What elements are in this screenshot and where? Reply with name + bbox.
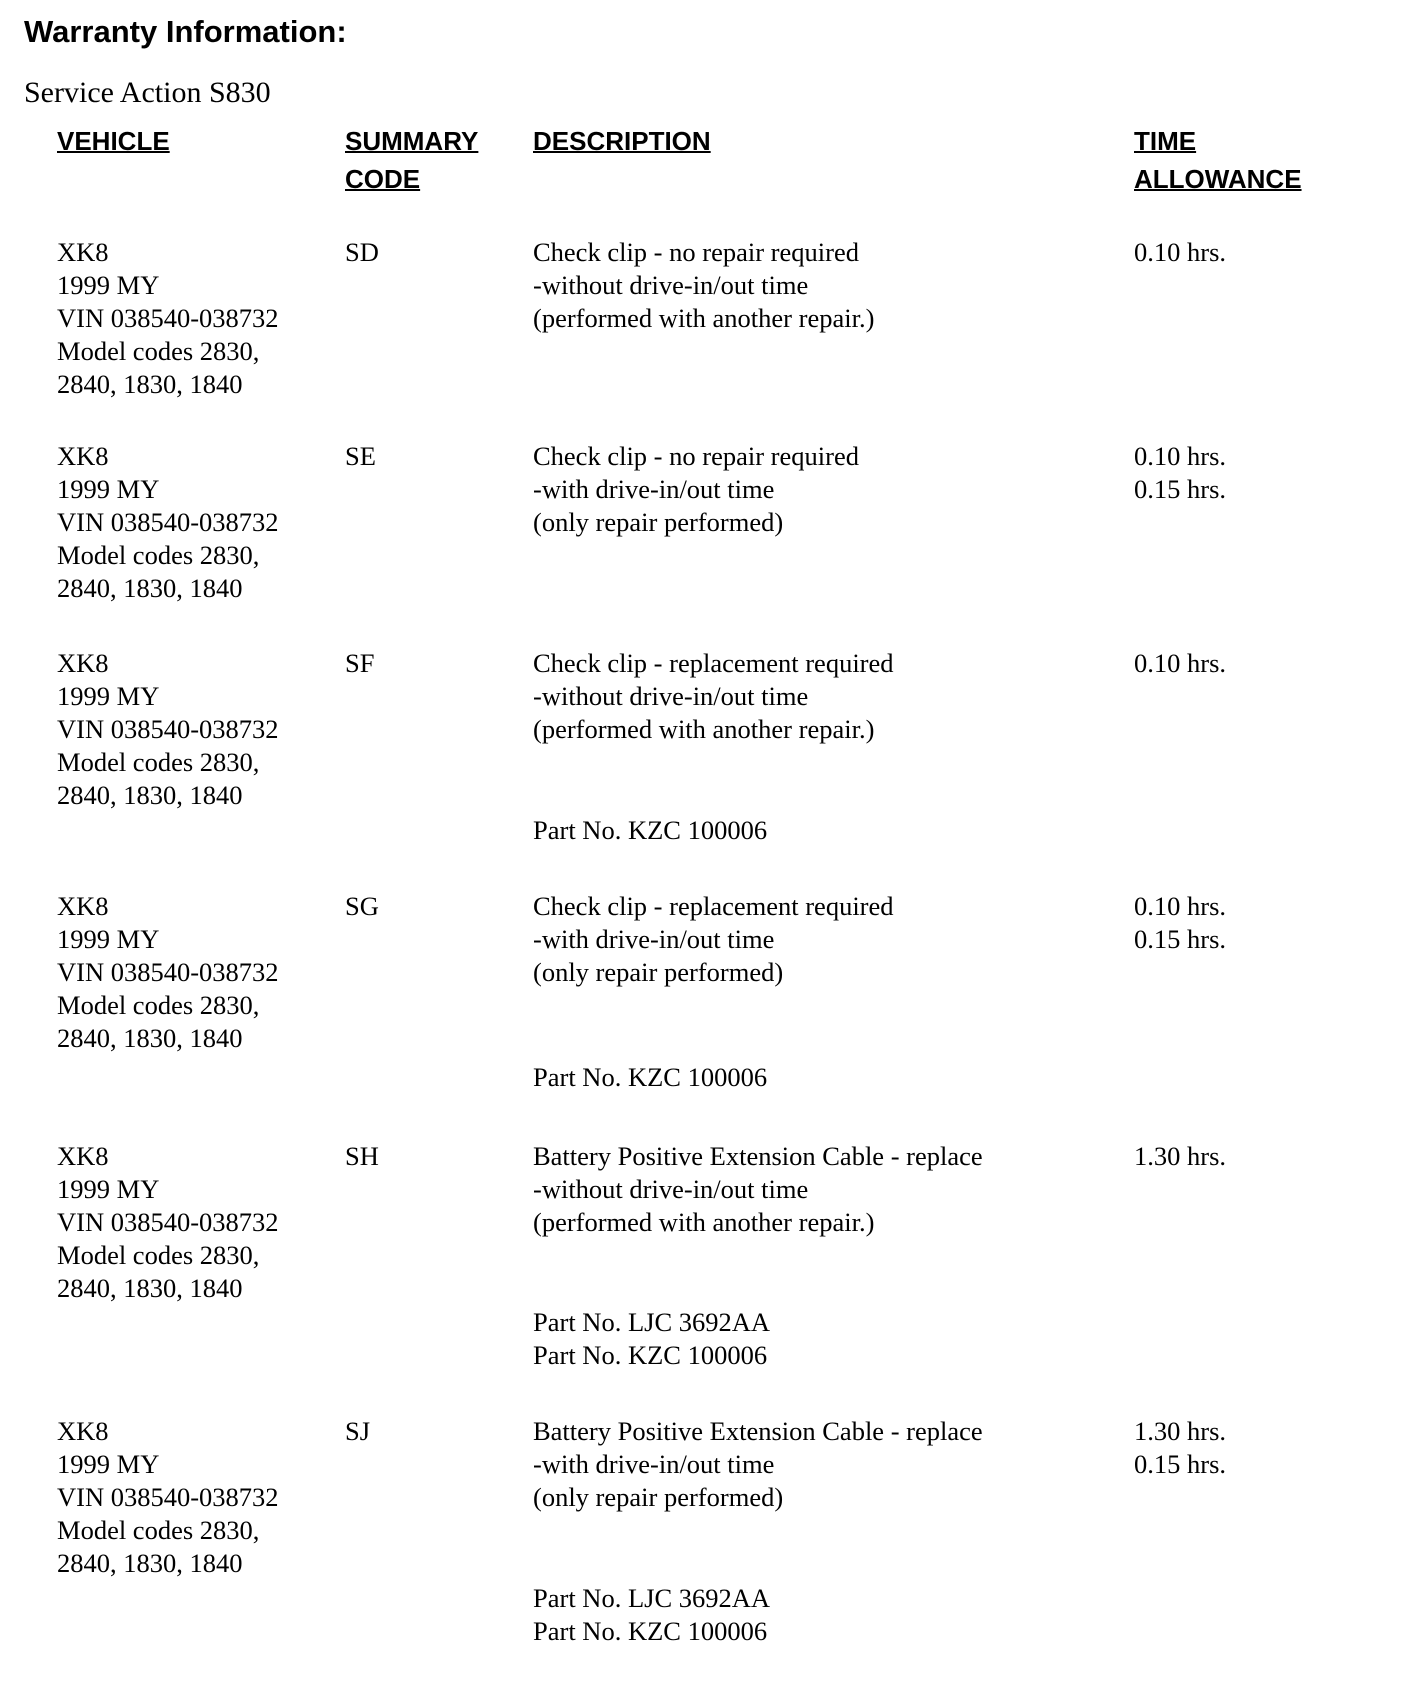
vehicle-model-codes-cont: 2840, 1830, 1840 bbox=[57, 1023, 243, 1053]
vehicle-model-codes-cont: 2840, 1830, 1840 bbox=[57, 369, 243, 399]
summary-code: SD bbox=[345, 237, 379, 267]
part-number: Part No. LJC 3692AA bbox=[533, 1583, 771, 1613]
table-row bbox=[0, 236, 1408, 416]
part-number: Part No. KZC 100006 bbox=[533, 1616, 768, 1646]
vehicle-vin-range: VIN 038540-038732 bbox=[57, 1482, 279, 1512]
column-header-summary-code bbox=[345, 122, 478, 198]
vehicle-vin-range: VIN 038540-038732 bbox=[57, 303, 279, 333]
description-line: (performed with another repair.) bbox=[533, 1207, 875, 1237]
time-allowance-value: 0.10 hrs. bbox=[1134, 891, 1227, 921]
column-header-description: DESCRIPTION bbox=[533, 126, 711, 156]
vehicle-cell bbox=[57, 236, 279, 401]
column-header-summary-code-line1: SUMMARY bbox=[345, 126, 479, 156]
description-cell bbox=[533, 440, 859, 539]
description-line: -without drive-in/out time bbox=[533, 270, 809, 300]
part-numbers bbox=[533, 1061, 767, 1094]
vehicle-cell bbox=[57, 890, 279, 1055]
time-allowance-value: 1.30 hrs. bbox=[1134, 1416, 1227, 1446]
service-action-label: Service Action S830 bbox=[24, 76, 271, 109]
summary-code: SH bbox=[345, 1141, 379, 1171]
vehicle-model: XK8 bbox=[57, 1416, 109, 1446]
time-allowance-cell bbox=[1134, 440, 1226, 506]
description-cell bbox=[533, 647, 894, 746]
time-allowance-cell bbox=[1134, 647, 1226, 680]
vehicle-year: 1999 MY bbox=[57, 681, 160, 711]
vehicle-model: XK8 bbox=[57, 891, 109, 921]
part-numbers bbox=[533, 1306, 770, 1372]
description-line: -without drive-in/out time bbox=[533, 681, 809, 711]
time-allowance-value: 0.15 hrs. bbox=[1134, 924, 1227, 954]
summary-code: SF bbox=[345, 648, 375, 678]
description-line: -with drive-in/out time bbox=[533, 474, 775, 504]
column-header-summary-code-line2: CODE bbox=[345, 164, 421, 194]
time-allowance-value: 0.10 hrs. bbox=[1134, 648, 1227, 678]
vehicle-model-codes-cont: 2840, 1830, 1840 bbox=[57, 780, 243, 810]
time-allowance-cell bbox=[1134, 1415, 1226, 1481]
description-line: (performed with another repair.) bbox=[533, 303, 875, 333]
part-numbers bbox=[533, 1582, 770, 1648]
vehicle-year: 1999 MY bbox=[57, 1449, 160, 1479]
summary-code: SG bbox=[345, 891, 379, 921]
description-line: -with drive-in/out time bbox=[533, 924, 775, 954]
vehicle-year: 1999 MY bbox=[57, 1174, 160, 1204]
description-line: Check clip - no repair required bbox=[533, 237, 859, 267]
vehicle-cell bbox=[57, 1415, 279, 1580]
vehicle-cell bbox=[57, 1140, 279, 1305]
vehicle-year: 1999 MY bbox=[57, 270, 160, 300]
description-line: (only repair performed) bbox=[533, 1482, 784, 1512]
column-header-time-allowance bbox=[1134, 122, 1302, 198]
column-header-time-line2: ALLOWANCE bbox=[1134, 164, 1302, 194]
table-row bbox=[0, 647, 1408, 827]
vehicle-model-codes-cont: 2840, 1830, 1840 bbox=[57, 1548, 243, 1578]
vehicle-model-codes: Model codes 2830, bbox=[57, 540, 260, 570]
table-row bbox=[0, 890, 1408, 1070]
description-line: (performed with another repair.) bbox=[533, 714, 875, 744]
description-cell bbox=[533, 1415, 983, 1514]
part-number: Part No. LJC 3692AA bbox=[533, 1307, 771, 1337]
vehicle-model-codes-cont: 2840, 1830, 1840 bbox=[57, 573, 243, 603]
part-number: Part No. KZC 100006 bbox=[533, 1062, 768, 1092]
vehicle-model-codes-cont: 2840, 1830, 1840 bbox=[57, 1273, 243, 1303]
time-allowance-value: 1.30 hrs. bbox=[1134, 1141, 1227, 1171]
description-line: Check clip - replacement required bbox=[533, 648, 894, 678]
vehicle-vin-range: VIN 038540-038732 bbox=[57, 507, 279, 537]
part-number: Part No. KZC 100006 bbox=[533, 815, 768, 845]
vehicle-model-codes: Model codes 2830, bbox=[57, 990, 260, 1020]
table-row bbox=[0, 1415, 1408, 1595]
column-header-vehicle: VEHICLE bbox=[57, 126, 170, 156]
vehicle-model-codes: Model codes 2830, bbox=[57, 1240, 260, 1270]
vehicle-vin-range: VIN 038540-038732 bbox=[57, 714, 279, 744]
description-cell bbox=[533, 236, 874, 335]
vehicle-cell bbox=[57, 647, 279, 812]
description-line: (only repair performed) bbox=[533, 957, 784, 987]
description-line: (only repair performed) bbox=[533, 507, 784, 537]
time-allowance-value: 0.15 hrs. bbox=[1134, 1449, 1227, 1479]
table-row bbox=[0, 1140, 1408, 1320]
table-row bbox=[0, 440, 1408, 620]
vehicle-model-codes: Model codes 2830, bbox=[57, 336, 260, 366]
summary-code: SE bbox=[345, 441, 376, 471]
page-title: Warranty Information: bbox=[24, 14, 347, 49]
vehicle-year: 1999 MY bbox=[57, 474, 160, 504]
column-header-time-line1: TIME bbox=[1134, 126, 1197, 156]
description-line: Check clip - no repair required bbox=[533, 441, 859, 471]
vehicle-model: XK8 bbox=[57, 441, 109, 471]
description-line: Check clip - replacement required bbox=[533, 891, 894, 921]
description-line: Battery Positive Extension Cable - replace bbox=[533, 1141, 983, 1171]
time-allowance-cell bbox=[1134, 1140, 1226, 1173]
vehicle-vin-range: VIN 038540-038732 bbox=[57, 957, 279, 987]
description-line: -with drive-in/out time bbox=[533, 1449, 775, 1479]
description-cell bbox=[533, 1140, 983, 1239]
description-cell bbox=[533, 890, 894, 989]
summary-code: SJ bbox=[345, 1416, 371, 1446]
vehicle-vin-range: VIN 038540-038732 bbox=[57, 1207, 279, 1237]
time-allowance-cell bbox=[1134, 236, 1226, 269]
time-allowance-cell bbox=[1134, 890, 1226, 956]
vehicle-model-codes: Model codes 2830, bbox=[57, 747, 260, 777]
time-allowance-value: 0.10 hrs. bbox=[1134, 441, 1227, 471]
description-line: -without drive-in/out time bbox=[533, 1174, 809, 1204]
description-line: Battery Positive Extension Cable - replace bbox=[533, 1416, 983, 1446]
vehicle-model: XK8 bbox=[57, 1141, 109, 1171]
part-numbers bbox=[533, 814, 767, 847]
part-number: Part No. KZC 100006 bbox=[533, 1340, 768, 1370]
vehicle-model: XK8 bbox=[57, 648, 109, 678]
vehicle-model: XK8 bbox=[57, 237, 109, 267]
vehicle-cell bbox=[57, 440, 279, 605]
vehicle-model-codes: Model codes 2830, bbox=[57, 1515, 260, 1545]
time-allowance-value: 0.10 hrs. bbox=[1134, 237, 1227, 267]
time-allowance-value: 0.15 hrs. bbox=[1134, 474, 1227, 504]
vehicle-year: 1999 MY bbox=[57, 924, 160, 954]
